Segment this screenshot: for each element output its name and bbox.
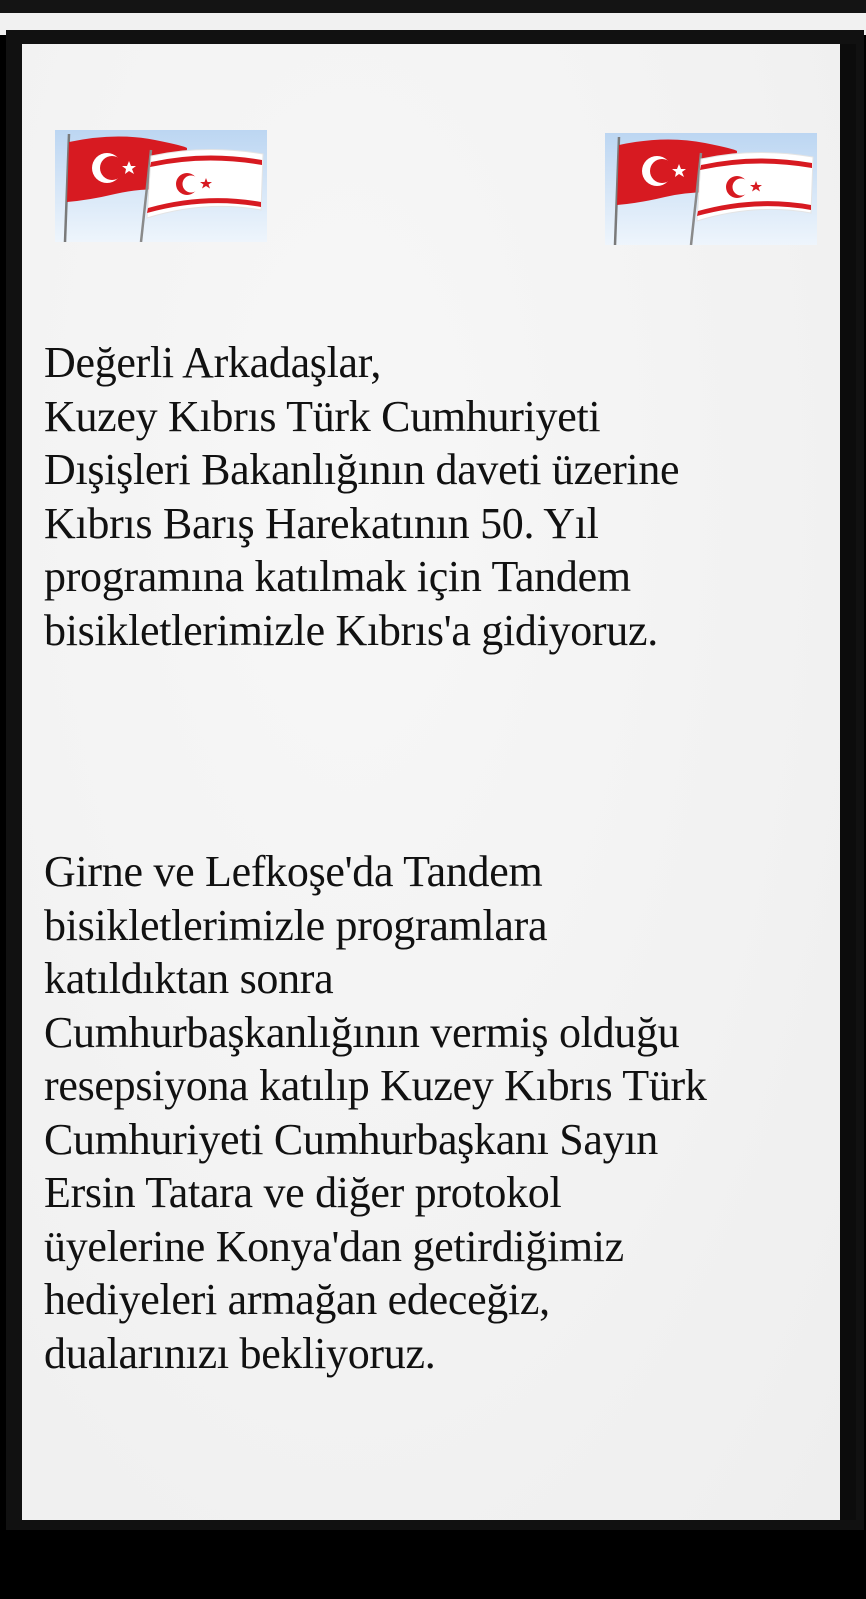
text-line: Kıbrıs Barış Harekatının 50. Yıl bbox=[44, 498, 599, 548]
text-line: katıldıktan sonra bbox=[44, 954, 334, 1003]
text-line: resepsiyona katılıp Kuzey Kıbrıs Türk bbox=[44, 1061, 707, 1110]
text-line: bisikletlerimizle programlara bbox=[44, 900, 548, 950]
text-line: hediyeleri armağan edeceğiz, bbox=[44, 1275, 550, 1324]
text-line: Girne ve Lefkoşe'da Tandem bbox=[44, 847, 543, 896]
turkey-and-trnc-flags-icon bbox=[55, 130, 267, 242]
bottom-black-area bbox=[0, 1530, 866, 1599]
text-line: bisikletlerimizle Kıbrıs'a gidiyoruz. bbox=[44, 605, 658, 655]
text-line: Cumhurbaşkanlığının vermiş olduğu bbox=[44, 1007, 680, 1057]
text-line: Kuzey Kıbrıs Türk Cumhuriyeti bbox=[44, 391, 601, 441]
text-line: programına katılmak için Tandem bbox=[44, 552, 631, 601]
text-line: üyelerine Konya'dan getirdiğimiz bbox=[44, 1221, 624, 1271]
top-strip bbox=[0, 0, 866, 13]
turkey-and-trnc-flags-icon bbox=[605, 133, 817, 245]
text-line: Değerli Arkadaşlar, bbox=[44, 338, 382, 387]
text-line: Dışişleri Bakanlığının daveti üzerine bbox=[44, 445, 680, 494]
text-line: Ersin Tatara ve diğer protokol bbox=[44, 1168, 562, 1217]
text-line: dualarınızı bekliyoruz. bbox=[44, 1328, 436, 1378]
text-line: Cumhuriyeti Cumhurbaşkanı Sayın bbox=[44, 1114, 658, 1164]
message-paragraph-1 bbox=[44, 336, 679, 657]
message-paragraph-2 bbox=[44, 845, 707, 1380]
frame-right-edge bbox=[840, 44, 856, 1520]
